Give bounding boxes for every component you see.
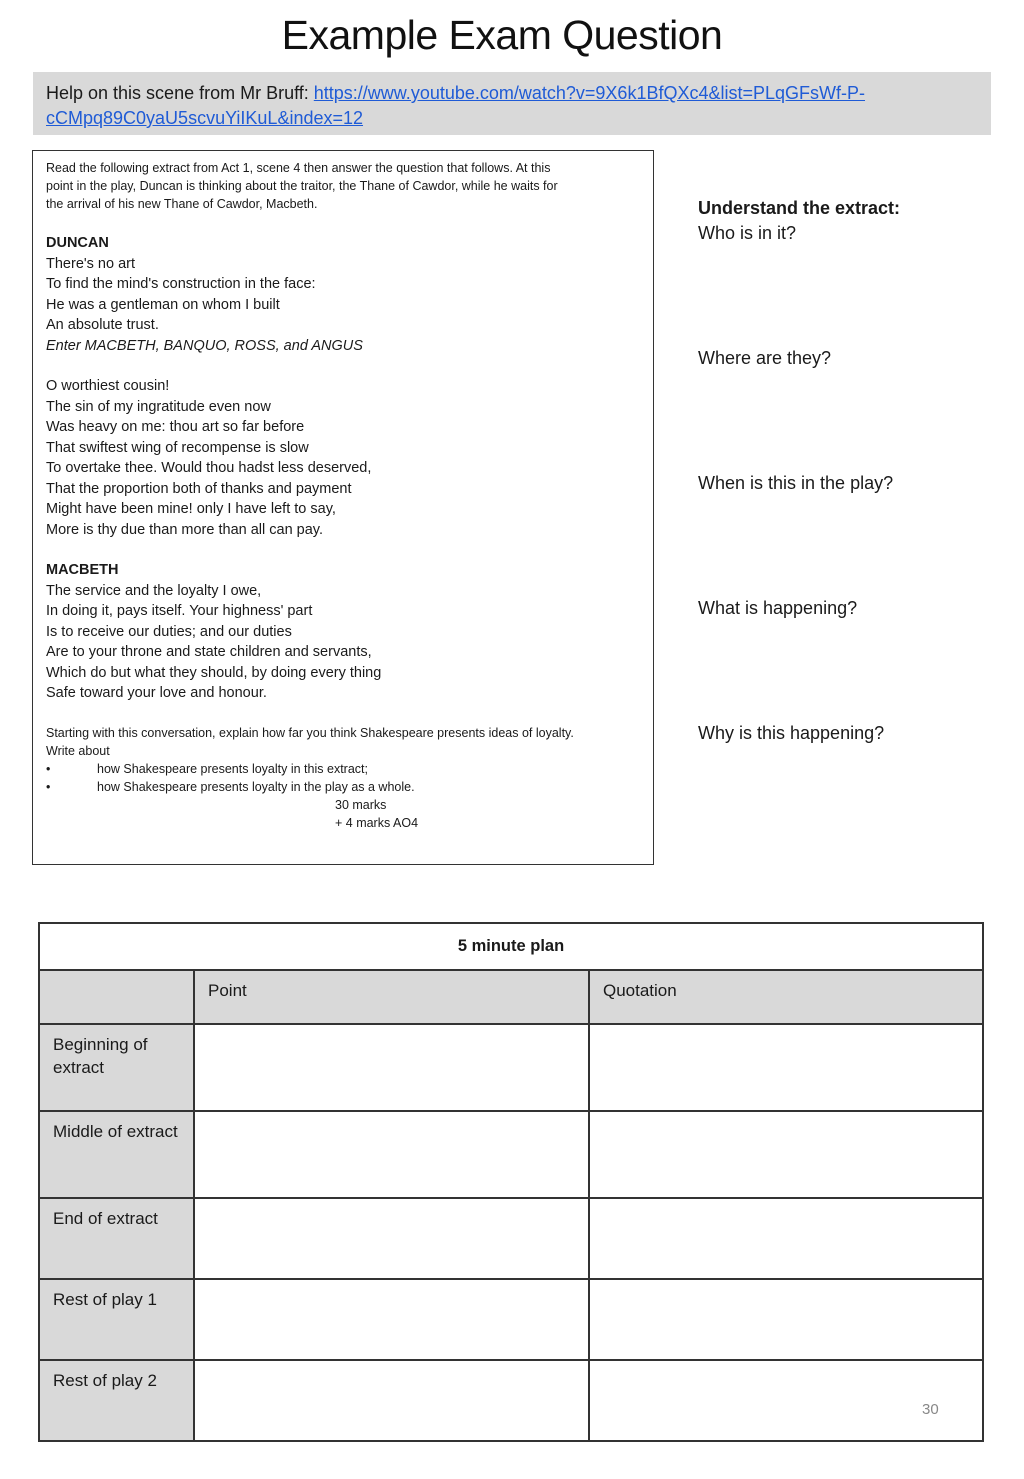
marks-main: 30 marks xyxy=(335,797,387,812)
plan-cell-quotation[interactable] xyxy=(589,1111,983,1198)
plan-header-quotation: Quotation xyxy=(589,970,983,1024)
verse-line: To find the mind's construction in the face: xyxy=(46,276,316,292)
verse-line: Which do but what they should, by doing every thing xyxy=(46,664,382,681)
plan-cell-point[interactable] xyxy=(194,1360,589,1441)
verse-line: Safe toward your love and honour. xyxy=(46,685,267,701)
plan-row-label: Rest of play 1 xyxy=(39,1279,194,1360)
verse-line: Was heavy on me: thou art so far before xyxy=(46,419,305,435)
bullet-icon: • xyxy=(46,779,51,794)
side-question-when: When is this in the play? xyxy=(698,473,894,493)
plan-row-label: Middle of extract xyxy=(39,1111,194,1198)
side-question-who xyxy=(698,196,900,246)
speaker-duncan: DUNCAN xyxy=(46,235,109,251)
bullet-item xyxy=(46,778,640,796)
write-about: Write about xyxy=(46,743,110,758)
exam-question: Starting with this conversation, explain how far you think Shakespeare presents ideas of loyalty. xyxy=(46,725,574,740)
plan-header-blank xyxy=(39,970,194,1024)
verse-line: He was a gentleman on whom I built xyxy=(46,296,280,313)
youtube-link-line1[interactable]: https://www.youtube.com/watch?v=9X6k1BfQXc4&list=PLqGFsWf-P- xyxy=(313,83,866,103)
bullet-text: how Shakespeare presents loyalty in the play as a whole. xyxy=(97,779,415,794)
extract-box xyxy=(32,150,654,865)
plan-cell-point[interactable] xyxy=(194,1198,589,1279)
verse-line: To overtake thee. Would thou hadst less deserved, xyxy=(46,460,372,476)
page-number: 30 xyxy=(922,1401,939,1418)
marks-ao4: + 4 marks AO4 xyxy=(335,815,419,830)
side-heading: Understand the extract: xyxy=(698,198,901,218)
verse-line: Are to your throne and state children and servants, xyxy=(46,644,372,660)
plan-table xyxy=(38,922,984,1442)
verse-line: More is thy due than more than all can pay. xyxy=(46,521,323,538)
plan-header-point: Point xyxy=(194,970,589,1024)
page-title: Example Exam Question xyxy=(281,12,723,58)
intro-line: the arrival of his new Thane of Cawdor, Macbeth. xyxy=(46,197,318,211)
plan-cell-quotation[interactable] xyxy=(589,1198,983,1279)
verse-line: There's no art xyxy=(46,255,136,272)
verse-line: In doing it, pays itself. Your highness' part xyxy=(46,603,313,619)
plan-row-label: Beginning of extract xyxy=(39,1024,194,1111)
speaker-macbeth: MACBETH xyxy=(46,562,119,578)
verse-line: Is to receive our duties; and our duties xyxy=(46,623,292,640)
bullet-item xyxy=(46,760,640,778)
side-question-where: Where are they? xyxy=(698,348,832,368)
plan-cell-quotation[interactable] xyxy=(589,1279,983,1360)
stage-direction: Enter MACBETH, BANQUO, ROSS, and ANGUS xyxy=(46,337,363,354)
verse-line: O worthiest cousin! xyxy=(46,378,170,394)
intro-line: Read the following extract from Act 1, scene 4 then answer the question that follows. At this xyxy=(46,161,551,175)
youtube-link-line2[interactable]: cCMpq89C0yaU5scvuYiIKuL&index=12 xyxy=(46,108,364,128)
bullet-icon: • xyxy=(46,761,51,776)
verse-line: The service and the loyalty I owe, xyxy=(46,582,262,599)
side-question-text: Who is in it? xyxy=(698,223,797,243)
plan-cell-point[interactable] xyxy=(194,1279,589,1360)
verse-line: An absolute trust. xyxy=(46,317,159,333)
verse-line: That the proportion both of thanks and payment xyxy=(46,480,352,497)
plan-row-label: Rest of play 2 xyxy=(39,1360,194,1441)
verse-line: The sin of my ingratitude even now xyxy=(46,398,271,415)
intro-line: point in the play, Duncan is thinking about the traitor, the Thane of Cawdor, while he waits for xyxy=(46,179,558,193)
plan-title: 5 minute plan xyxy=(39,923,983,970)
plan-row-label: End of extract xyxy=(39,1198,194,1279)
help-prefix: Help on this scene from Mr Bruff: xyxy=(46,83,314,103)
side-question-what: What is happening? xyxy=(698,598,858,618)
verse-line: That swiftest wing of recompense is slow xyxy=(46,439,309,456)
help-bar xyxy=(33,72,991,135)
plan-cell-point[interactable] xyxy=(194,1024,589,1111)
verse-line: Might have been mine! only I have left to say, xyxy=(46,501,336,517)
plan-cell-point[interactable] xyxy=(194,1111,589,1198)
bullet-text: how Shakespeare presents loyalty in this extract; xyxy=(97,761,368,776)
side-question-why: Why is this happening? xyxy=(698,723,885,743)
plan-cell-quotation[interactable] xyxy=(589,1024,983,1111)
